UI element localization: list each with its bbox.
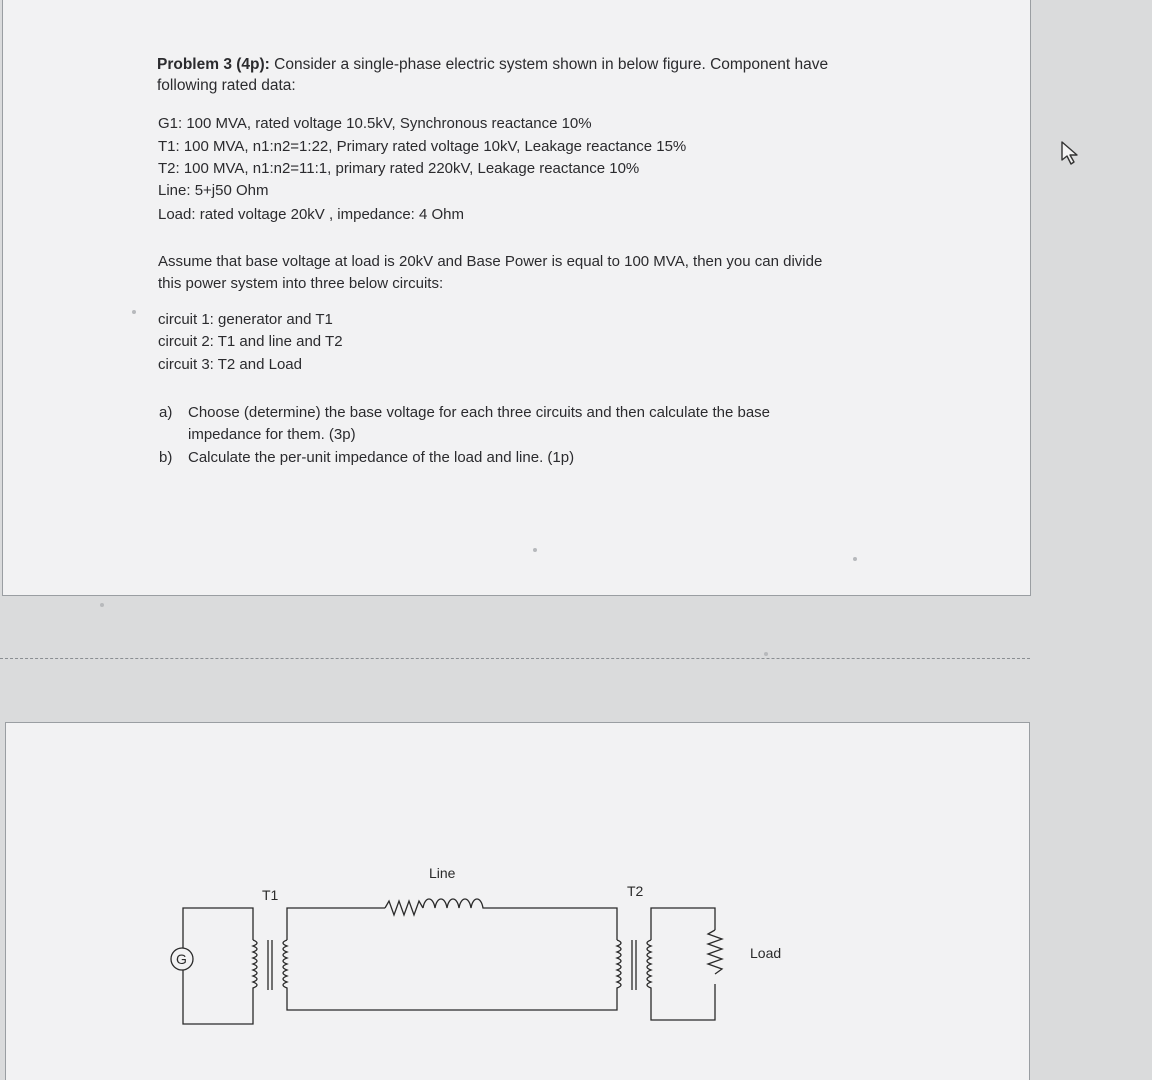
- circuit-1: circuit 1: generator and T1: [158, 311, 333, 328]
- component-t2: T2: 100 MVA, n1:n2=11:1, primary rated 220kV, Leakage reactance 10%: [158, 160, 640, 177]
- question-b-line1: Calculate the per-unit impedance of the load and line. (1p): [188, 449, 575, 466]
- dust-speck: [132, 310, 136, 314]
- figure-panel: [5, 722, 1030, 1080]
- generator-label: G: [176, 951, 187, 967]
- mouse-pointer-icon: [1060, 140, 1082, 166]
- t2-label: T2: [627, 883, 644, 899]
- assume-text-line1: Assume that base voltage at load is 20kV and Base Power is equal to 100 MVA, then you can divide: [158, 253, 823, 270]
- load-label: Load: [750, 945, 782, 961]
- page-separator: [0, 658, 1030, 659]
- problem-title-line2: following rated data:: [157, 77, 296, 94]
- dust-speck: [764, 652, 768, 656]
- line-label: Line: [429, 865, 456, 881]
- dust-speck: [533, 548, 537, 552]
- t1-label: T1: [262, 887, 279, 903]
- question-a-line1: Choose (determine) the base voltage for each three circuits and then calculate the base: [188, 404, 771, 421]
- dust-speck: [100, 603, 104, 607]
- component-t1: T1: 100 MVA, n1:n2=1:22, Primary rated voltage 10kV, Leakage reactance 15%: [158, 138, 687, 155]
- question-a-marker: a): [159, 404, 173, 421]
- component-load: Load: rated voltage 20kV , impedance: 4 Ohm: [158, 206, 465, 223]
- problem-title: Problem 3 (4p): Consider a single-phase electric system shown in below figure. Component have: [157, 56, 829, 73]
- assume-text-line2: this power system into three below circuits:: [158, 275, 444, 292]
- circuit-3: circuit 3: T2 and Load: [158, 356, 302, 373]
- component-g1: G1: 100 MVA, rated voltage 10.5kV, Synchronous reactance 10%: [158, 115, 592, 132]
- question-a-line2: impedance for them. (3p): [188, 426, 356, 443]
- question-b-marker: b): [159, 449, 173, 466]
- circuit-2: circuit 2: T1 and line and T2: [158, 333, 343, 350]
- dust-speck: [853, 557, 857, 561]
- component-line: Line: 5+j50 Ohm: [158, 182, 269, 199]
